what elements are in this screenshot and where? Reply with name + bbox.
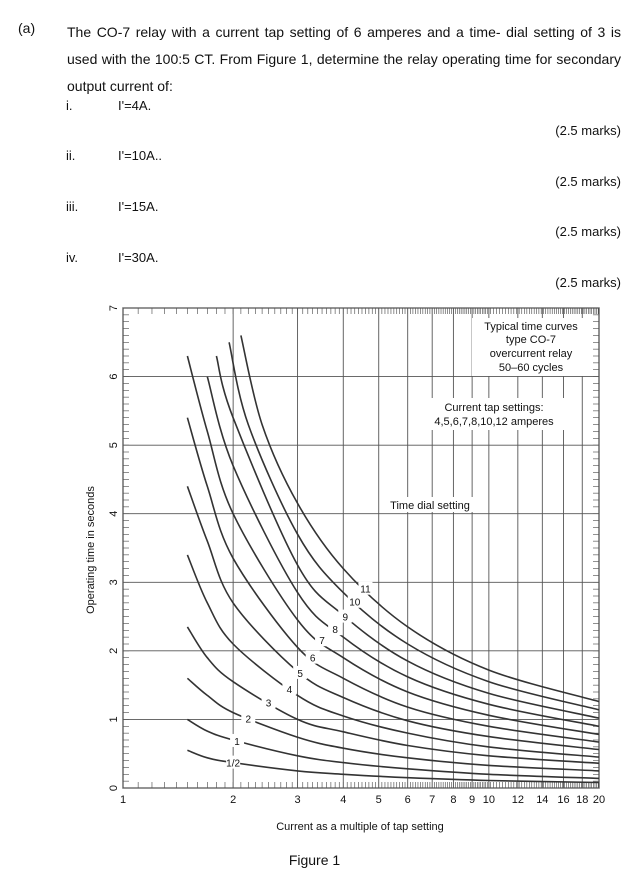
- tap-note-line-2: 4,5,6,7,8,10,12 amperes: [434, 416, 554, 428]
- chart-labels: [108, 305, 605, 806]
- x-tick-label: 7: [429, 794, 436, 806]
- curve-dial-1-2: [187, 750, 599, 782]
- figure-caption: Figure 1: [288, 852, 341, 868]
- info-box-line-2: type CO-7: [505, 334, 557, 346]
- dial-note: Time dial setting: [390, 500, 470, 512]
- figure-chart: [0, 290, 629, 850]
- part-text-iii: I'=15A.: [118, 199, 159, 214]
- y-tick-label: 0: [108, 784, 120, 792]
- x-tick-label: 14: [536, 794, 549, 806]
- y-tick-label: 2: [108, 647, 120, 654]
- x-tick-label: 2: [230, 794, 237, 806]
- dial-label-4: 4: [286, 684, 293, 696]
- x-tick-label: 9: [469, 794, 476, 806]
- part-marks-iv: (2.5 marks): [555, 275, 621, 290]
- curve-dial-10: [229, 342, 599, 710]
- x-tick-label: 1: [119, 794, 127, 806]
- tap-note-line-1: Current tap settings:: [444, 402, 544, 414]
- dial-label-1: 1: [234, 736, 240, 748]
- x-tick-label: 6: [404, 794, 411, 806]
- part-text-iv: I'=30A.: [118, 250, 159, 265]
- chart-grid: [123, 308, 599, 788]
- curve-dial-5: [187, 486, 599, 749]
- x-tick-label: 20: [592, 794, 606, 806]
- curve-dial-6: [187, 418, 599, 742]
- x-tick-label: 18: [576, 794, 589, 806]
- plot-frame: [123, 308, 599, 788]
- question-stem: The CO-7 relay with a current tap setting of 6 amperes and a time- dial setting of 3 is used with the 100:5 CT. From Figure 1, determine the relay operating time for secondary output current of:: [67, 24, 621, 94]
- y-axis-title: Operating time in seconds: [85, 486, 97, 614]
- x-tick-label: 16: [557, 794, 570, 806]
- question-label: (a): [18, 20, 36, 36]
- part-label-ii: ii.: [66, 148, 76, 163]
- part-text-ii: I'=10A..: [118, 148, 163, 163]
- x-tick-label: 4: [340, 794, 347, 806]
- x-tick-label: 10: [482, 794, 495, 806]
- dial-label-7: 7: [319, 636, 325, 648]
- dial-label-11: 11: [360, 584, 371, 596]
- part-text-i: I'=4A.: [118, 98, 152, 113]
- y-tick-label: 5: [108, 442, 120, 449]
- part-label-iii: iii.: [66, 199, 79, 214]
- dial-label-10: 10: [349, 597, 361, 609]
- dial-label-2: 2: [245, 714, 252, 726]
- y-tick-label: 7: [108, 304, 120, 312]
- x-tick-label: 8: [450, 794, 457, 806]
- dial-label-8: 8: [332, 625, 338, 637]
- y-tick-label: 4: [108, 510, 120, 517]
- y-tick-label: 3: [108, 579, 120, 586]
- part-label-i: i.: [66, 98, 73, 113]
- y-tick-label: 6: [108, 373, 120, 380]
- dial-label-3: 3: [265, 698, 272, 710]
- curve-dial-11: [241, 335, 599, 701]
- y-tick-label: 1: [108, 716, 120, 723]
- dial-label-9: 9: [342, 612, 349, 624]
- info-box-line-3: overcurrent relay: [489, 348, 573, 360]
- info-box-line-1: Typical time curves: [484, 321, 578, 333]
- part-marks-iii: (2.5 marks): [555, 224, 621, 239]
- info-box-line-4: 50–60 cycles: [498, 362, 564, 374]
- dial-label-6: 6: [309, 653, 316, 665]
- part-marks-ii: (2.5 marks): [555, 174, 621, 189]
- dial-label-5: 5: [297, 668, 303, 680]
- part-marks-i: (2.5 marks): [555, 123, 621, 138]
- curve-dial-1: [187, 719, 599, 778]
- x-tick-label: 5: [375, 794, 382, 806]
- x-tick-label: 12: [511, 794, 524, 806]
- part-label-iv: iv.: [66, 250, 79, 265]
- x-axis-title: Current as a multiple of tap setting: [276, 821, 444, 833]
- x-tick-label: 3: [294, 794, 301, 806]
- dial-label-1-2: 1/2: [226, 758, 241, 770]
